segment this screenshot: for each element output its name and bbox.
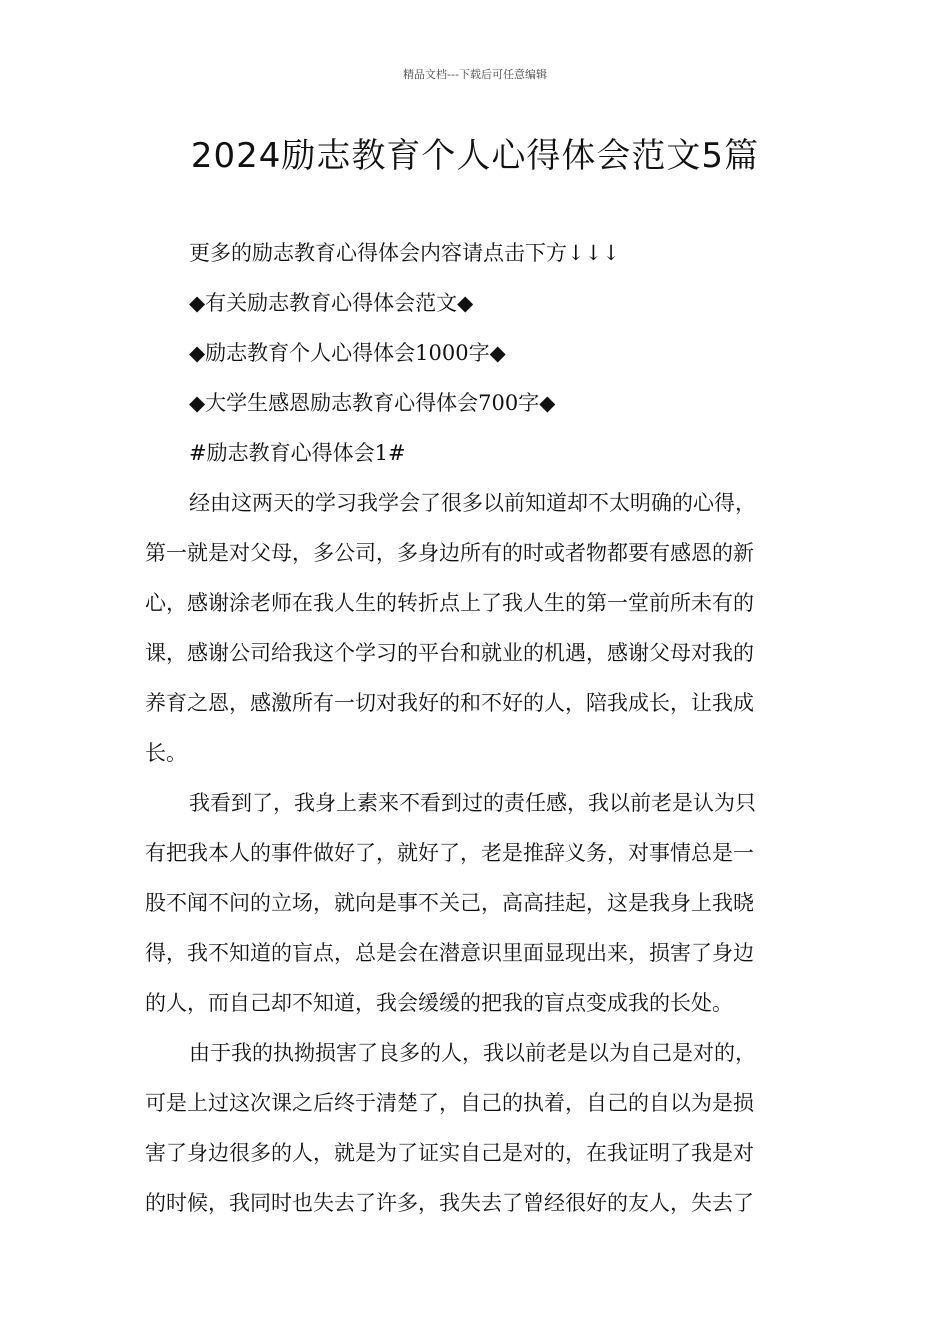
paragraph-line: 长。 bbox=[145, 741, 187, 765]
paragraph-line: 养育之恩，感激所有一切对我好的和不好的人，陪我成长，让我成 bbox=[145, 691, 754, 715]
paragraph-line: 股不闻不问的立场，就向是事不关己，高高挂起，这是我身上我晓 bbox=[145, 891, 754, 915]
intro-line-more: 更多的励志教育心得体会内容请点击下方↓↓↓ bbox=[189, 241, 620, 265]
intro-link-essays[interactable]: ◆有关励志教育心得体会范文◆ bbox=[189, 291, 474, 315]
intro-link-700[interactable]: ◆大学生感恩励志教育心得体会700字◆ bbox=[189, 391, 556, 415]
paragraph-line: 得，我不知道的盲点，总是会在潜意识里面显现出来，损害了身边 bbox=[145, 941, 754, 965]
paragraph-line: 有把我本人的事件做好了，就好了，老是推辞义务，对事情总是一 bbox=[145, 841, 754, 865]
paragraph-line: 经由这两天的学习我学会了很多以前知道却不太明确的心得， bbox=[189, 491, 756, 515]
paragraph-line: 我看到了，我身上素来不看到过的责任感，我以前老是认为只 bbox=[189, 791, 756, 815]
paragraph-line: 心，感谢涂老师在我人生的转折点上了我人生的第一堂前所未有的 bbox=[145, 591, 754, 615]
paragraph-line: 由于我的执拗损害了良多的人，我以前老是以为自己是对的， bbox=[189, 1041, 756, 1065]
paragraph-line: 可是上过这次课之后终于清楚了，自己的执着，自己的自以为是损 bbox=[145, 1091, 754, 1115]
section-heading-1: #励志教育心得体会1# bbox=[189, 441, 406, 465]
document-body bbox=[145, 228, 805, 1228]
paragraph-1 bbox=[145, 478, 805, 778]
paragraph-line: 的人，而自己却不知道，我会缓缓的把我的盲点变成我的长处。 bbox=[145, 991, 733, 1015]
paragraph-line: 课，感谢公司给我这个学习的平台和就业的机遇，感谢父母对我的 bbox=[145, 641, 754, 665]
intro-link-1000[interactable]: ◆励志教育个人心得体会1000字◆ bbox=[189, 341, 506, 365]
document-title: 2024励志教育个人心得体会范文5篇 bbox=[190, 136, 760, 176]
header-note: 精品文档---下载后可任意编辑 bbox=[403, 68, 547, 81]
paragraph-2 bbox=[145, 778, 805, 1028]
paragraph-line: 的时候，我同时也失去了许多，我失去了曾经很好的友人，失去了 bbox=[145, 1191, 754, 1215]
paragraph-3 bbox=[145, 1028, 805, 1228]
paragraph-line: 第一就是对父母，多公司，多身边所有的时或者物都要有感恩的新 bbox=[145, 541, 754, 565]
paragraph-line: 害了身边很多的人，就是为了证实自己是对的，在我证明了我是对 bbox=[145, 1141, 754, 1165]
